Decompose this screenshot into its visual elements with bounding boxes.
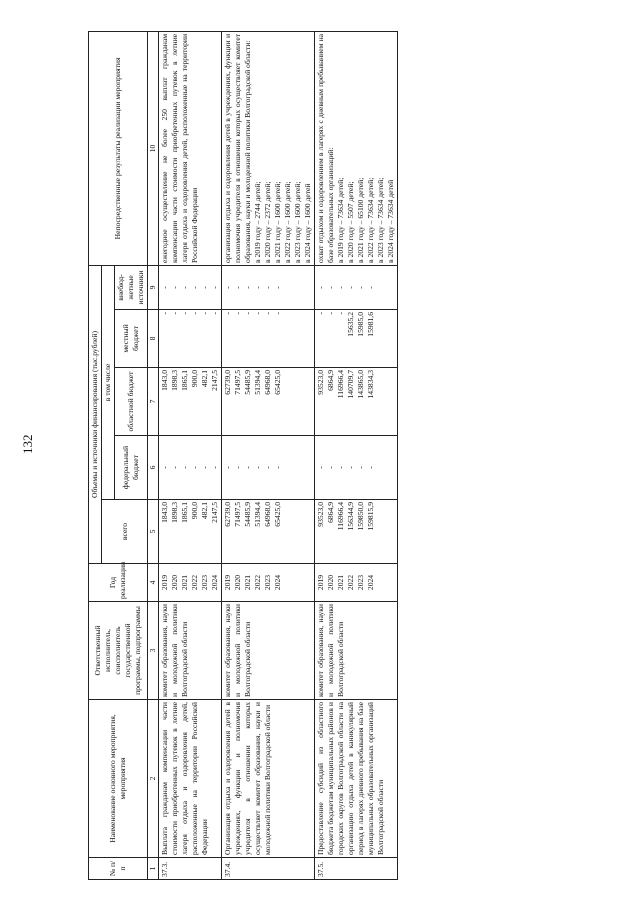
year-value: 2019 bbox=[160, 574, 170, 591]
year-value: 2020 bbox=[233, 574, 243, 591]
year-value: 2021 bbox=[336, 574, 346, 591]
year-value: 2020 bbox=[170, 574, 180, 591]
result-item: в 2020 году – 2372 детей; bbox=[263, 181, 273, 263]
local-value: - bbox=[170, 312, 180, 315]
total-value: 54485,9 bbox=[243, 502, 253, 527]
results-cell bbox=[222, 31, 315, 265]
year-value: 2019 bbox=[316, 574, 326, 591]
federal-value: - bbox=[223, 466, 233, 469]
regional-cell bbox=[159, 368, 222, 436]
measure-name: Организация отдыха и оздоровления детей в учреждениях, функции и полномочия учредителя в отношении которых осуществляет комитет образования, науки и молодежной политики Волгоградской области bbox=[222, 700, 315, 858]
extra-value: - bbox=[223, 286, 233, 289]
header-total: всего bbox=[102, 500, 148, 564]
result-item: в 2021 году – 1600 детей; bbox=[273, 181, 283, 263]
regional-value: 54485,9 bbox=[243, 370, 253, 395]
year-value: 2019 bbox=[223, 574, 233, 591]
result-text: организация отдыха и оздоровления детей в учреждениях, функции и полномочия учредителя в отношении которых осуществляет комитет образования, науки и молодежной политики Волгоградской области: bbox=[223, 33, 253, 263]
year-value: 2023 bbox=[356, 574, 366, 591]
regional-value: 64968,0 bbox=[263, 370, 273, 395]
result-item: в 2023 году – 1600 детей; bbox=[293, 181, 303, 263]
federal-value: - bbox=[210, 466, 220, 469]
regional-value: 1865,1 bbox=[180, 370, 190, 391]
header-name: Наименование основного мероприятия, мероприятия bbox=[89, 700, 148, 858]
result-item: в 2020 году – 5507 детей; bbox=[346, 181, 356, 263]
extra-value: - bbox=[356, 286, 366, 289]
extra-cell bbox=[315, 265, 398, 309]
extra-value: - bbox=[200, 286, 210, 289]
local-value: - bbox=[253, 312, 263, 315]
regional-value: 6864,9 bbox=[326, 370, 336, 391]
total-value: 2147,5 bbox=[210, 502, 220, 523]
local-value: 15635,2 bbox=[346, 312, 356, 337]
header-regional: областной бюджет bbox=[115, 368, 148, 436]
program-table bbox=[88, 31, 398, 880]
year-value: 2023 bbox=[200, 574, 210, 591]
header-local: местный бюджет bbox=[115, 310, 148, 368]
local-value: - bbox=[223, 312, 233, 315]
regional-value: 65425,0 bbox=[273, 370, 283, 395]
extra-value: - bbox=[180, 286, 190, 289]
federal-value: - bbox=[190, 466, 200, 469]
local-cell bbox=[159, 310, 222, 368]
local-value: - bbox=[326, 312, 336, 315]
result-text: охват отдыхом и оздоровлением в лагерях с дневным пребыванием на базе образовательных организаций: bbox=[316, 33, 336, 263]
regional-value: 51394,4 bbox=[253, 370, 263, 395]
federal-value: - bbox=[346, 466, 356, 469]
column-number: 4 bbox=[148, 564, 159, 602]
year-value: 2020 bbox=[326, 574, 336, 591]
local-value: - bbox=[160, 312, 170, 315]
total-value: 62739,0 bbox=[223, 502, 233, 527]
year-value: 2024 bbox=[273, 574, 283, 591]
header-federal: федеральный бюджет bbox=[115, 436, 148, 500]
column-number: 5 bbox=[148, 500, 159, 564]
regional-value: 900,0 bbox=[190, 370, 200, 388]
total-value: 159850,0 bbox=[356, 502, 366, 531]
regional-value: 62739,0 bbox=[223, 370, 233, 395]
extra-cell bbox=[159, 265, 222, 309]
federal-cell bbox=[315, 436, 398, 500]
responsible-executor: комитет образования, науки и молодежной политики Волгоградской области bbox=[315, 602, 398, 700]
extra-value: - bbox=[190, 286, 200, 289]
column-number-row bbox=[148, 31, 159, 879]
table-row bbox=[222, 31, 315, 879]
total-value: 1898,3 bbox=[170, 502, 180, 523]
column-number: 9 bbox=[148, 265, 159, 309]
federal-value: - bbox=[243, 466, 253, 469]
total-value: 1843,0 bbox=[160, 502, 170, 523]
federal-value: - bbox=[273, 466, 283, 469]
years-cell bbox=[315, 564, 398, 602]
row-number: 37.4. bbox=[222, 858, 315, 880]
federal-value: - bbox=[253, 466, 263, 469]
measure-name: Предоставление субсидий из областного бюджета бюджетам муниципальных районов и городских округов Волгоградской области на организацию отдыха детей в каникулярный период в лагерях дневного пребывания на базе муниципальных образовательных организаций Волгоградской области bbox=[315, 700, 398, 858]
row-number: 37.5. bbox=[315, 858, 398, 880]
federal-value: - bbox=[263, 466, 273, 469]
extra-value: - bbox=[263, 286, 273, 289]
federal-value: - bbox=[160, 466, 170, 469]
local-value: - bbox=[336, 312, 346, 315]
federal-cell bbox=[222, 436, 315, 500]
year-value: 2022 bbox=[190, 574, 200, 591]
header-results: Непосредственные результаты реализации мероприятия bbox=[89, 31, 148, 265]
federal-value: - bbox=[233, 466, 243, 469]
extra-value: - bbox=[346, 286, 356, 289]
regional-value: 143865,0 bbox=[356, 370, 366, 399]
extra-value: - bbox=[233, 286, 243, 289]
column-number: 3 bbox=[148, 602, 159, 700]
federal-value: - bbox=[200, 466, 210, 469]
total-cell bbox=[159, 500, 222, 564]
local-value: 15985,0 bbox=[356, 312, 366, 337]
federal-value: - bbox=[170, 466, 180, 469]
federal-value: - bbox=[336, 466, 346, 469]
results-cell bbox=[315, 31, 398, 265]
extra-value: - bbox=[273, 286, 283, 289]
local-value: - bbox=[316, 312, 326, 315]
responsible-executor: комитет образования, науки и молодежной политики Волгоградской области bbox=[159, 602, 222, 700]
federal-value: - bbox=[180, 466, 190, 469]
regional-value: 143834,3 bbox=[366, 370, 376, 399]
extra-value: - bbox=[253, 286, 263, 289]
total-value: 482,1 bbox=[200, 502, 210, 520]
year-value: 2022 bbox=[346, 574, 356, 591]
local-value: - bbox=[263, 312, 273, 315]
row-number: 37.3. bbox=[159, 858, 222, 880]
regional-cell bbox=[222, 368, 315, 436]
regional-value: 1843,0 bbox=[160, 370, 170, 391]
year-value: 2024 bbox=[210, 574, 220, 591]
federal-value: - bbox=[366, 466, 376, 469]
local-value: - bbox=[190, 312, 200, 315]
header-extra: внебюд-жетные источники bbox=[115, 265, 148, 309]
result-item: в 2022 году – 1600 детей; bbox=[283, 181, 293, 263]
total-cell bbox=[222, 500, 315, 564]
regional-cell bbox=[315, 368, 398, 436]
header-incl: в том числе bbox=[102, 265, 115, 499]
total-value: 71497,5 bbox=[233, 502, 243, 527]
total-value: 6864,9 bbox=[326, 502, 336, 523]
regional-value: 116966,4 bbox=[336, 370, 346, 399]
extra-value: - bbox=[366, 286, 376, 289]
total-value: 159815,9 bbox=[366, 502, 376, 531]
table-body bbox=[159, 31, 398, 879]
local-cell bbox=[222, 310, 315, 368]
result-item: в 2022 году – 73634 детей; bbox=[366, 177, 376, 263]
table-row bbox=[315, 31, 398, 879]
regional-value: 482,1 bbox=[200, 370, 210, 388]
responsible-executor: комитет образования, науки и молодежной политики Волгоградской области bbox=[222, 602, 315, 700]
measure-name: Выплата гражданам компенсации части стоимости приобретенных путевок в летние лагеря отдыха и оздоровления детей, расположенные на территории Российской Федерации bbox=[159, 700, 222, 858]
table-row bbox=[159, 31, 222, 879]
column-number: 10 bbox=[148, 31, 159, 265]
year-value: 2022 bbox=[253, 574, 263, 591]
federal-value: - bbox=[326, 466, 336, 469]
year-value: 2021 bbox=[180, 574, 190, 591]
result-text: ежегодное осуществление не более 250 выплат гражданам компенсации части стоимости приобретенных путевок в летние лагеря отдыха и оздоровления детей, расположенные на территории Российской Федерации bbox=[160, 33, 200, 263]
extra-value: - bbox=[210, 286, 220, 289]
extra-value: - bbox=[336, 286, 346, 289]
regional-value: 140709,7 bbox=[346, 370, 356, 399]
total-value: 900,0 bbox=[190, 502, 200, 520]
result-item: в 2021 году – 65100 детей; bbox=[356, 177, 366, 263]
header-num: № п/п bbox=[89, 858, 148, 880]
local-cell bbox=[315, 310, 398, 368]
result-item: в 2024 году – 73634 детей bbox=[386, 179, 396, 263]
regional-value: 93523,0 bbox=[316, 370, 326, 395]
result-item: в 2024 году – 1600 детей bbox=[303, 183, 313, 263]
year-value: 2024 bbox=[366, 574, 376, 591]
header-year: Год реализации bbox=[89, 564, 148, 602]
total-value: 93523,0 bbox=[316, 502, 326, 527]
column-number: 2 bbox=[148, 700, 159, 858]
total-value: 116966,4 bbox=[336, 502, 346, 531]
result-item: в 2023 году – 73634 детей; bbox=[376, 177, 386, 263]
column-number: 7 bbox=[148, 368, 159, 436]
local-value: - bbox=[180, 312, 190, 315]
regional-value: 1898,3 bbox=[170, 370, 180, 391]
local-value: - bbox=[200, 312, 210, 315]
column-number: 6 bbox=[148, 436, 159, 500]
regional-value: 2147,5 bbox=[210, 370, 220, 391]
years-cell bbox=[159, 564, 222, 602]
total-value: 156344,9 bbox=[346, 502, 356, 531]
extra-value: - bbox=[316, 286, 326, 289]
column-number: 8 bbox=[148, 310, 159, 368]
total-value: 1865,1 bbox=[180, 502, 190, 523]
federal-cell bbox=[159, 436, 222, 500]
years-cell bbox=[222, 564, 315, 602]
regional-value: 71497,5 bbox=[233, 370, 243, 395]
header-funding: Объемы и источники финансирования (тыс.рублей) bbox=[89, 265, 102, 563]
header-responsible: Ответственный исполнитель, соисполнитель государственной программы, подпрограммы bbox=[89, 602, 148, 700]
extra-value: - bbox=[160, 286, 170, 289]
local-value: 15981,6 bbox=[366, 312, 376, 337]
extra-value: - bbox=[326, 286, 336, 289]
extra-value: - bbox=[170, 286, 180, 289]
total-value: 51394,4 bbox=[253, 502, 263, 527]
local-value: - bbox=[210, 312, 220, 315]
year-value: 2021 bbox=[243, 574, 253, 591]
local-value: - bbox=[243, 312, 253, 315]
extra-cell bbox=[222, 265, 315, 309]
page-number: 132 bbox=[20, 434, 35, 454]
extra-value: - bbox=[243, 286, 253, 289]
federal-value: - bbox=[356, 466, 366, 469]
rotated-page bbox=[88, 32, 628, 880]
result-item: в 2019 году – 2744 детей; bbox=[253, 181, 263, 263]
total-value: 64968,0 bbox=[263, 502, 273, 527]
local-value: - bbox=[273, 312, 283, 315]
federal-value: - bbox=[316, 466, 326, 469]
total-cell bbox=[315, 500, 398, 564]
local-value: - bbox=[233, 312, 243, 315]
result-item: в 2019 году – 73634 детей; bbox=[336, 177, 346, 263]
results-cell bbox=[159, 31, 222, 265]
column-number: 1 bbox=[148, 858, 159, 880]
year-value: 2023 bbox=[263, 574, 273, 591]
total-value: 65425,0 bbox=[273, 502, 283, 527]
